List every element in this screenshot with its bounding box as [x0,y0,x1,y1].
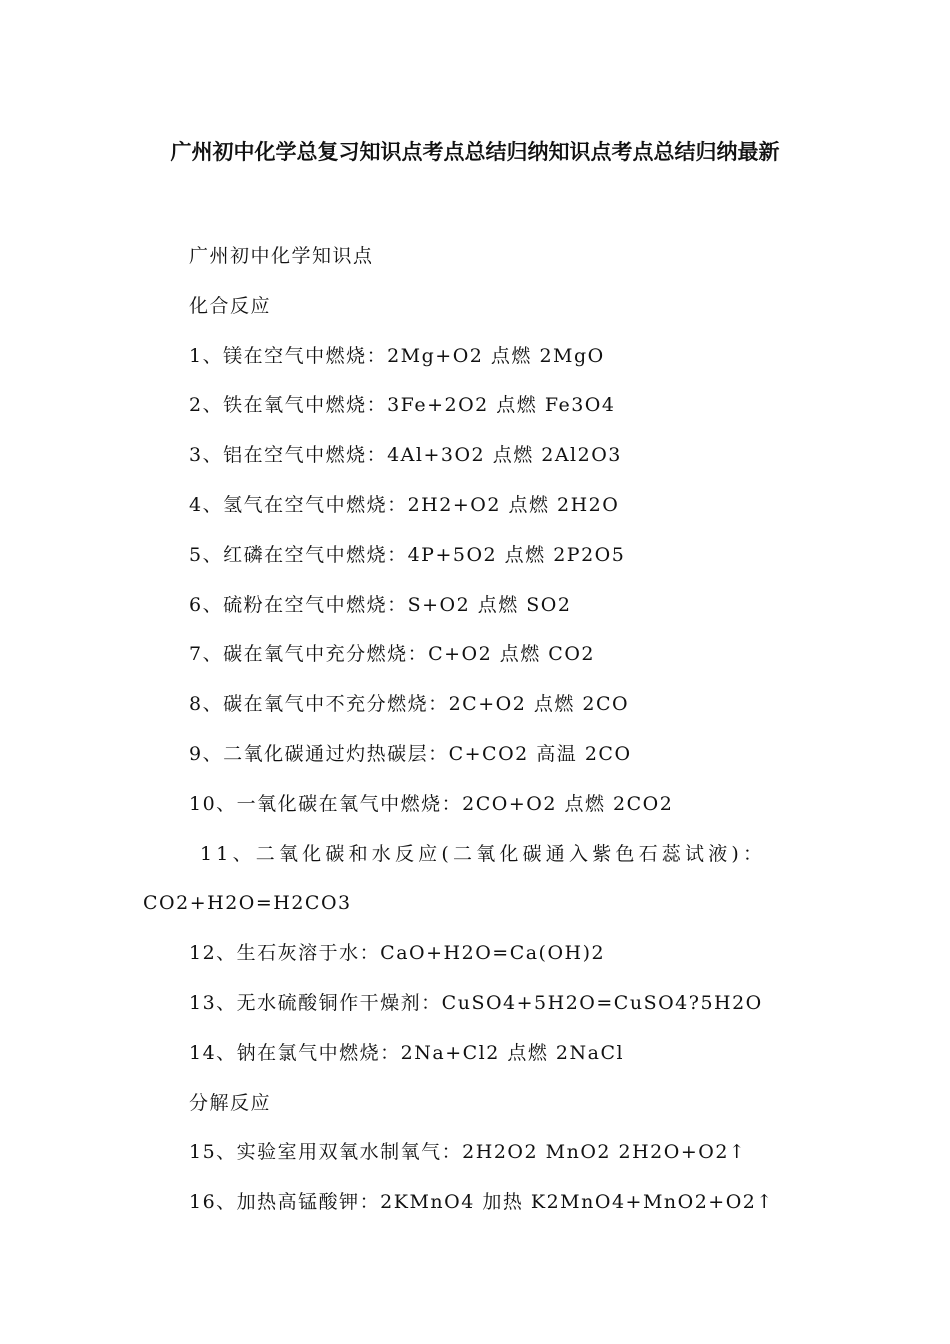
reaction-line: 2、铁在氧气中燃烧：3Fe+2O2 点燃 Fe3O4 [189,394,616,417]
reaction-line-continuation: CO2+H2O=H2CO3 [143,892,352,915]
reaction-line: 4、氢气在空气中燃烧：2H2+O2 点燃 2H2O [189,493,620,516]
document-body [0,232,950,1228]
reaction-line: 15、实验室用双氧水制氧气：2H2O2 MnO2 2H2O+O2↑ [189,1141,747,1164]
reaction-line: 16、加热高锰酸钾：2KMnO4 加热 K2MnO4+MnO2+O2↑ [189,1191,774,1214]
subsection-heading: 化合反应 [189,294,272,317]
reaction-line: 6、硫粉在空气中燃烧：S+O2 点燃 SO2 [189,593,572,616]
reaction-line: 1、镁在空气中燃烧：2Mg+O2 点燃 2MgO [189,344,605,367]
reaction-line: 3、铝在空气中燃烧：4Al+3O2 点燃 2Al2O3 [189,444,622,467]
reaction-line: 7、碳在氧气中充分燃烧：C+O2 点燃 CO2 [189,643,595,666]
reaction-line: 14、钠在氯气中燃烧：2Na+Cl2 点燃 2NaCl [189,1041,625,1064]
document-title: 广州初中化学总复习知识点考点总结归纳知识点考点总结归纳最新 [170,140,780,164]
reaction-line: 5、红磷在空气中燃烧：4P+5O2 点燃 2P2O5 [189,543,626,566]
reaction-line: 8、碳在氧气中不充分燃烧：2C+O2 点燃 2CO [189,693,630,716]
reaction-line: 11、二氧化碳和水反应(二氧化碳通入紫色石蕊试液)： [200,842,767,865]
reaction-line: 10、一氧化碳在氧气中燃烧：2CO+O2 点燃 2CO2 [189,792,674,815]
reaction-line: 13、无水硫酸铜作干燥剂：CuSO4+5H2O=CuSO4?5H2O [189,991,763,1014]
section-heading: 广州初中化学知识点 [189,245,374,267]
subsection-heading: 分解反应 [189,1091,272,1114]
reaction-line: 9、二氧化碳通过灼热碳层：C+CO2 高温 2CO [189,742,632,765]
reaction-line: 12、生石灰溶于水：CaO+H2O=Ca(OH)2 [189,942,606,965]
